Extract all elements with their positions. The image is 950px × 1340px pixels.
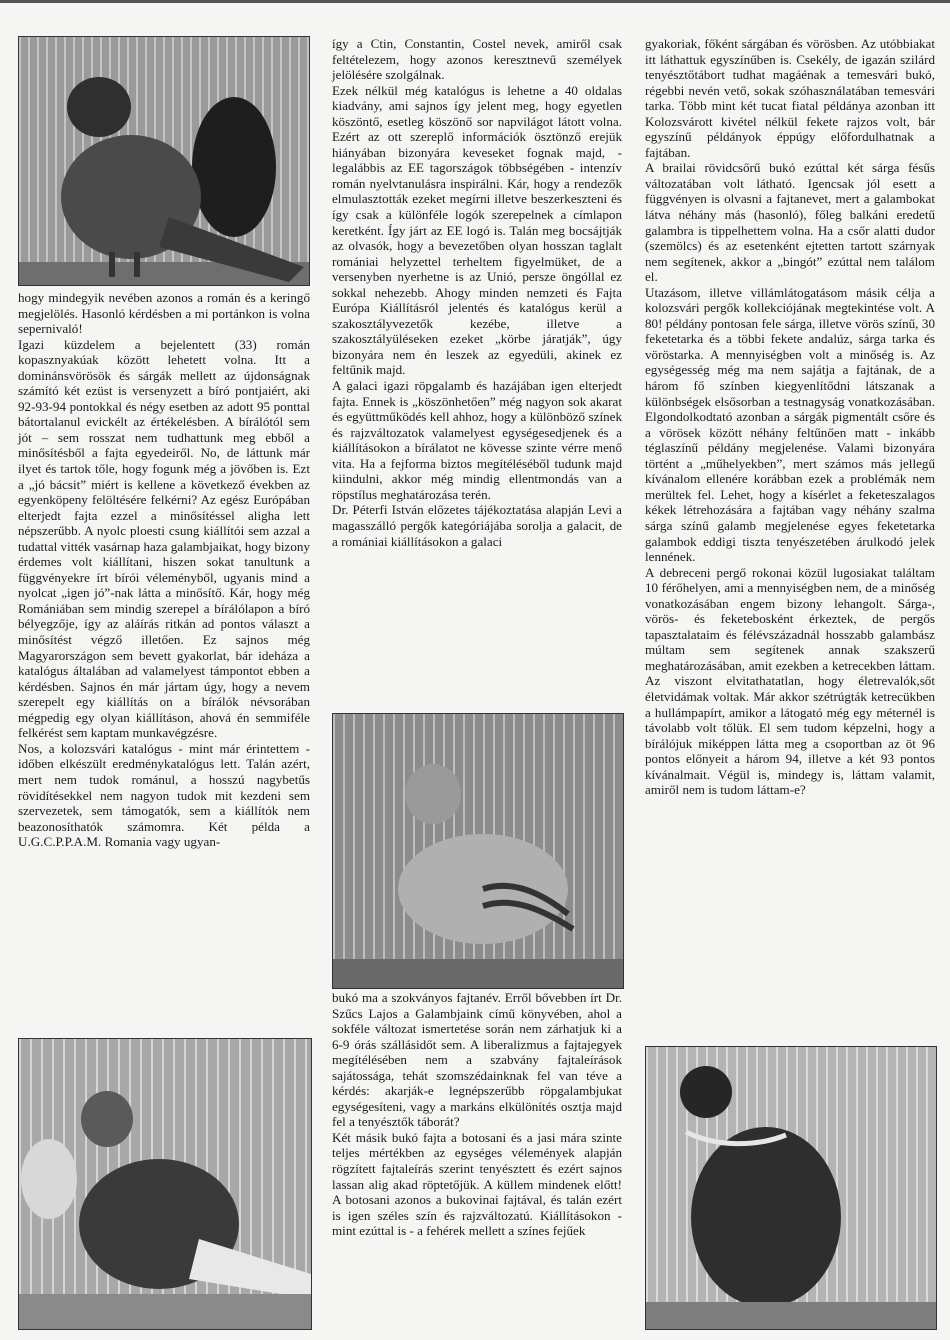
- paragraph: gyakoriak, főként sárgában és vörösben. Az utóbbiakat itt láthattuk egyszínűben is. Csekély, de igazán szilárd tenyésztőtábort tudhat magáénak a temesvári bukó, régebbi nevén vető, sokak szóhasználatában temesvári tarka. Több mint két tucat fiatal példánya azonban itt Kolozsvárott kivétel nélkül fekete rajzos volt, bár egyszínű példányok éppúgy előfordulhatnak a fajtában.: [645, 36, 935, 160]
- paragraph: A galaci igazi röpgalamb és hazájában igen elterjedt fajta. Ennek is „köszönhetően” még nagyon sok akarat és együttműködés kell ahhoz, hogy a különböző színek és rajzváltozatok valamelyest egységesedjenek és a kiállításokon a bírálatot ne kövesse szinte vérre menő vita. Ha a fejforma biztos megítéléséből tudunk majd kiindulni, akkor még mindig ellentmondás van a röpstílus meghatározása terén.: [332, 378, 622, 502]
- top-rule: [0, 0, 950, 3]
- pigeon-photo-1: [18, 36, 310, 286]
- pigeon-photo-2: [332, 713, 624, 989]
- paragraph: Ezek nélkül még katalógus is lehetne a 40 oldalas kiadvány, ami sajnos így jelent meg, hogy egyetlen köszöntő, esetleg köszönő sor napvilágot látott volna. Ezért az ott szereplő információk ösztönző erejük hiányában bizonyára keveseket fognak majd, - legalábbis az EE tagországok többségében - intenzív román nyelvtanulásra inspirálni. Kár, hogy a rendezők elmulasztották ezeket megírni illetve beszerkeszteni és így csak a különféle logók szerepelnek a címlapon keretként. Így járt az EE logó is. Talán meg bocsájtják az olvasók, hogy a bevezetőben olyan hosszan taglalt romániai helyzettel terheltem figyelmüket, de a versenyben nyerhetne is az Unió, persze öngóllal ez sokkal nehezebb. Ahogy minden nemzeti és Fajta Európa Kiállításról jelentés és katalógus kerül a szakosztályvezetők kezébe, illetve a szakosztályüléseken ezeket „körbe járatják”, úgy bizonyára nem én leszek az egyedüli, akinek ez feltűnik majd.: [332, 82, 622, 378]
- paragraph: Két másik bukó fajta a botosani és a jasi mára szinte teljes mértékben az egységes vélemények alapján rögzített fajtaleírás szerint tenyésztett és ezért sajnos lassan alig akad röptetőjük. A küllem mindenek előtt! A botosani azonos a bukovinai fajtával, és talán ezért is igen széles szín és rajzváltozatú. Kiállításokon - mint ezúttal is - a fehérek mellett a színes fejűek: [332, 1129, 622, 1239]
- article-column-2-continued: [332, 990, 622, 1239]
- paragraph: Nos, a kolozsvári katalógus - mint már érintettem - időben elkészült eredménykatalógus lett. Talán azért, mert nem tudok románul, a hosszú nagybetűs rövidítésekkel nem nagyon tudok mit kezdeni sem szervezetek, sem támogatók, sem a kiállítók nem beazonosíthatók számomra. Két példa a U.G.C.P.P.A.M. Romania vagy ugyan-: [18, 740, 310, 850]
- pigeon-photo-4: [645, 1046, 937, 1330]
- article-column-3: [645, 36, 935, 798]
- paragraph: Igazi küzdelem a bejelentett (33) román kopasznyakúak között lehetett volna. Itt a dominánsvörösök és sárgák mellett az újdonságnak számító két ezüst is versenyzett a bíró pontjaiért, aki 92-93-94 pontokkal és négy esetben az adott 95 ponttal bátortalanul evickélt az értékelésben. A bírálótól sem jót – sem rosszat nem tudhattunk meg ebből a minősítésből a fajta egyedeiről. No, de láttunk már ilyet és tartok tőle, hogy fogunk még a jövőben is. Ezt a „jó bácsit” miért is kellene a következő években az egyenköpeny felöltésére felkérni? Az egész Európában elterjedt fajta ezzel a minősítéssel aligha lett népszerűbb. A nyolc ploesti csung kiállítói sem azzal a tudattal vitték vasárnap haza galambjaikat, hogy bizony érdemes volt kiállítani, hiszen sokat tanultunk a függvényekre írt bírói véleményből, ugyanis mind a nyolcat „igen jó”-nak látta a minősítő. Kár, hogy még Romániában sem mindig szerepel a bírálólapon a bíró bélyegzője, így az aláírás ritkán ad pontos választ a minősítést végző illetően. Ez sajnos még Magyarországon sem bevett gyakorlat, bár ideháza a katalógus általában ad valamelyest támpontot ebben a kérdésben. Sajnos én már jártam úgy, hogy a nevem szerepelt egy kiállítás on a bírálók névsorában mégpedig egy olyan kiállításon, ahová én semmiféle felkérést sem kaptam munkavégzésre.: [18, 336, 310, 741]
- paragraph: A debreceni pergő rokonai közül lugosiakat találtam 10 férőhelyen, ami a mennyiségben nem, de a minőség vonatkozásában engem bizony lehangolt. Sárga-, vörös- és feketebosként érkeztek, de pergős tapasztalataim és félévszázadnál hosszabb galambász múltam sem segítenek annak szakszerű meghatározásában, amit ezekben a ketrecekben láttam. Az viszont elvitathatatlan, hogy életrevalók,sőt életvidámak voltak. Már akkor szétrúgták ketrecükben a hullámpapírt, amikor a látogató még egy méternél is távolabb volt tőlük. El sem tudom képzelni, hogy a bírálójuk miképpen látta meg a csoportban az öt 96 pontos előnyeit a három 94, illetve a két 93 pontos kívánalmait. Végül is, mindegy is, láttam valamit, amiről nem is tudom láttam-e?: [645, 564, 935, 798]
- article-column-1: [18, 290, 310, 850]
- pigeon-photo-3: [18, 1038, 312, 1330]
- paragraph: így a Ctin, Constantin, Costel nevek, amiről csak feltételezem, hogy azonos keresztnevű személyek jelölésére szolgálnak.: [332, 36, 622, 83]
- paragraph: hogy mindegyik nevében azonos a román és a keringő megjelölés. Hasonló kérdésben a mi portánkon is volna sepernivaló!: [18, 290, 310, 337]
- paragraph: Dr. Péterfi István előzetes tájékoztatása alapján Levi a magasszálló pergők kategóriájába sorolja a galacit, de a romániai kiállításokon a galaci: [332, 502, 622, 549]
- paragraph: Utazásom, illetve villámlátogatásom másik célja a kolozsvári pergők kollekciójának megtekintése volt. A 80! példány pontosan fele sárga, illetve vörös színű, 30 feketetarka és a többi fekete andalúz, sárga tarka és vöröstarka. A mennyiségben volt a minőség is. Az egységesség még ma nem sajátja a fajtának, de a három fő színben kiegyenlítődni látszanak a különbségek elsősorban a testnagyság vonatkozásában. Elgondolkodtató azonban a sárgák pigmentált csőre és a vörösek között néhány feltűnően matt - inkább téglaszínű példány megjelenése. Valami bizonyára történt a „műhelyekben”, mert számos más jellegű kívánalom ellenére korábban ezek a problémák nem merültek fel. Lehet, hogy a kísérlet a feketeszalagos kékek létrehozására a fajtában vagy néhány szalma sárga színű galamb megjelenése egyes feketetarka galambok eddigi tiszta tenyészetében árulkodó jelek lennének.: [645, 284, 935, 565]
- paragraph: A brailai rövidcsőrű bukó ezúttal két sárga fésűs változatában volt látható. Igencsak jól esett a függvényen is olvasni a fajtanevet, mert a galambokat látva néhány más (hasonló), főleg balkáni eredetű galambra is tippelhettem volna. Ha a csőr alatti dudor (szemölcs) és az esetenként ejtetten tartott szárnyak nem segítenek, akkor a „bingót” ezúttal nem találom el.: [645, 160, 935, 285]
- paragraph: bukó ma a szokványos fajtanév. Erről bővebben írt Dr. Szűcs Lajos a Galambjaink című könyvében, ahol a sokféle változat ismertetése során nem zárhatjuk ki a 6-9 órás szállásidőt sem. A liberalizmus a fajtajegyek megítélésében nem a szabvány fajtaleírások sajátossága, tehát szomszédainknak fel van téve a kérdés: akarják-e legnépszerűbb röpgalambjukat egységesíteni, vagy a markáns elkülönítés osztja majd fel a tenyésztők táborát?: [332, 990, 622, 1130]
- article-column-2: [332, 36, 622, 549]
